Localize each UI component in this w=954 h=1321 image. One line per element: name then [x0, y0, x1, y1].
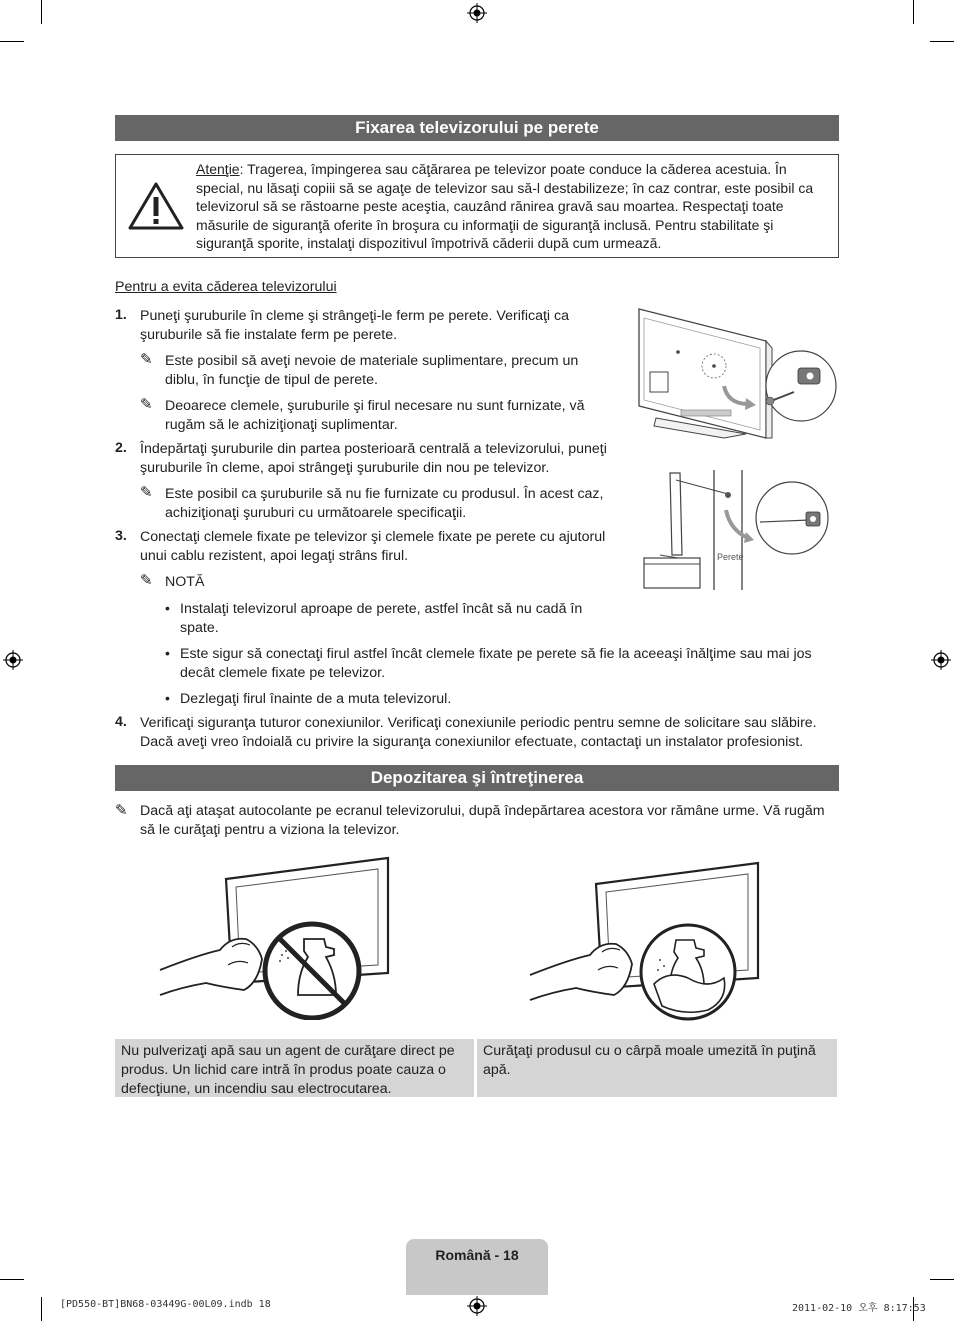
section-title-wall-mount: Fixarea televizorului pe perete [115, 115, 839, 141]
cloth-cleaning-illustration [528, 860, 763, 1025]
step-number: 3. [115, 528, 127, 544]
step-number: 1. [115, 307, 127, 323]
crop-mark [41, 1297, 42, 1321]
bullet-text-1: Instalaţi televizorul aproape de perete, astfel încât să nu cadă în spate. [180, 601, 583, 636]
registration-mark-icon [467, 3, 487, 23]
subheading: Pentru a evita căderea televizorului [115, 279, 337, 295]
step4-text: Verificaţi siguranţa tuturor conexiunilor. Verificaţi conexiunile periodic pentru semne de solicitare sau slăbire. Dacă aveţi vreo îndoială cu privire la siguranţa conexiunilor efectuate, contactaţi un instalator profesionist. [140, 715, 817, 750]
note-pencil-icon: ✎ [140, 484, 153, 501]
warning-body: : Tragerea, împingerea sau căţărarea pe televizor poate conduce la căderea acestuia. În special, nu lăsaţi copiii să se agaţe de televizor sau să-l destabilizeze; în caz contrar, este posibil ca televizorul să se răstoarne peste aceştia, cauzând rănirea gravă sau moartea. Respectaţi toate măsurile de siguranţă oferite în broşura cu informaţii de siguranţă inclusă. Pentru stabilitate şi siguranţă sporite, instalaţi dispozitivul împotrivă căderii după cum urmează. [196, 161, 814, 252]
crop-mark [41, 0, 42, 24]
crop-mark [930, 41, 954, 42]
file-info: [PD550-BT]BN68-03449G-00L09.indb 18 [60, 1299, 271, 1310]
registration-mark-icon [931, 650, 951, 670]
page-label: Română - 18 [435, 1247, 519, 1263]
step1-note2: Deoarece clemele, şuruburile şi firul necesare nu sunt furnizate, vă rugăm să le achiziţionaţi suplimentar. [165, 398, 585, 433]
caption-use-cloth: Curăţaţi produsul cu o cârpă moale umezită în puţină apă. [477, 1039, 837, 1097]
tv-back-clamp-illustration [636, 306, 838, 446]
crop-mark [930, 1279, 954, 1280]
bullet-text-3: Dezlegaţi firul înainte de a muta televizorul. [180, 691, 452, 707]
page-number-tab [406, 1239, 548, 1295]
note-label: NOTĂ [165, 574, 205, 590]
crop-mark [0, 41, 24, 42]
note-pencil-icon: ✎ [140, 572, 153, 589]
step2-text: Îndepărtaţi şuruburile din partea posterioară centrală a televizorului, puneţi şuruburile în cleme, apoi strângeţi şuruburile din nou pe televizor. [140, 441, 607, 476]
bullet-text-2: Este sigur să conectaţi firul astfel încât clemele fixate pe perete să fie la aceeaşi înălţime sau mai jos decât clemele fixate pe televizor. [180, 646, 812, 681]
crop-mark [913, 0, 914, 24]
step1-text: Puneţi şuruburile în cleme şi strângeţi-le ferm pe perete. Verificaţi ca şuruburile să fie instalate ferm pe perete. [140, 308, 569, 343]
note-pencil-icon: ✎ [140, 351, 153, 368]
warning-label: Atenţie [196, 161, 240, 177]
step2-note1: Este posibil ca şuruburile să nu fie furnizate cu produsul. În acest caz, achiziţionaţi şuruburi cu următoarele specificaţii. [165, 486, 604, 521]
crop-mark [0, 1279, 24, 1280]
storage-note: Dacă aţi ataşat autocolante pe ecranul televizorului, după îndepărtarea acestora vor rămâne urme. Vă rugăm să le curăţaţi pentru a viziona la televizor. [140, 803, 825, 838]
wall-label: Perete [717, 552, 744, 562]
step-number: 2. [115, 440, 127, 456]
step3-text: Conectaţi clemele fixate pe televizor şi clemele fixate pe perete cu ajutorul unui cablu rezistent, apoi legaţi strâns firul. [140, 529, 606, 564]
warning-text [196, 160, 826, 253]
bullet-icon: • [165, 600, 170, 616]
bullet-icon: • [165, 690, 170, 706]
bullet-icon: • [165, 645, 170, 661]
tv-side-wall-illustration [640, 470, 838, 590]
note-pencil-icon: ✎ [115, 802, 128, 819]
warning-triangle-icon [127, 181, 185, 231]
registration-mark-icon [467, 1296, 487, 1316]
registration-mark-icon [3, 650, 23, 670]
no-spray-illustration [158, 855, 393, 1020]
caption-do-not-spray: Nu pulverizaţi apă sau un agent de curăţare direct pe produs. Un lichid care intră în produs poate cauza o defecţiune, un incendiu sau electrocutarea. [115, 1039, 474, 1097]
timestamp: 2011-02-10 오후 8:17:53 [792, 1303, 926, 1314]
section-title-storage: Depozitarea şi întreţinerea [115, 765, 839, 791]
step1-note1: Este posibil să aveţi nevoie de materiale suplimentare, precum un diblu, în funcţie de tipul de perete. [165, 353, 579, 388]
step-number: 4. [115, 714, 127, 730]
warning-box [115, 154, 839, 258]
note-pencil-icon: ✎ [140, 396, 153, 413]
